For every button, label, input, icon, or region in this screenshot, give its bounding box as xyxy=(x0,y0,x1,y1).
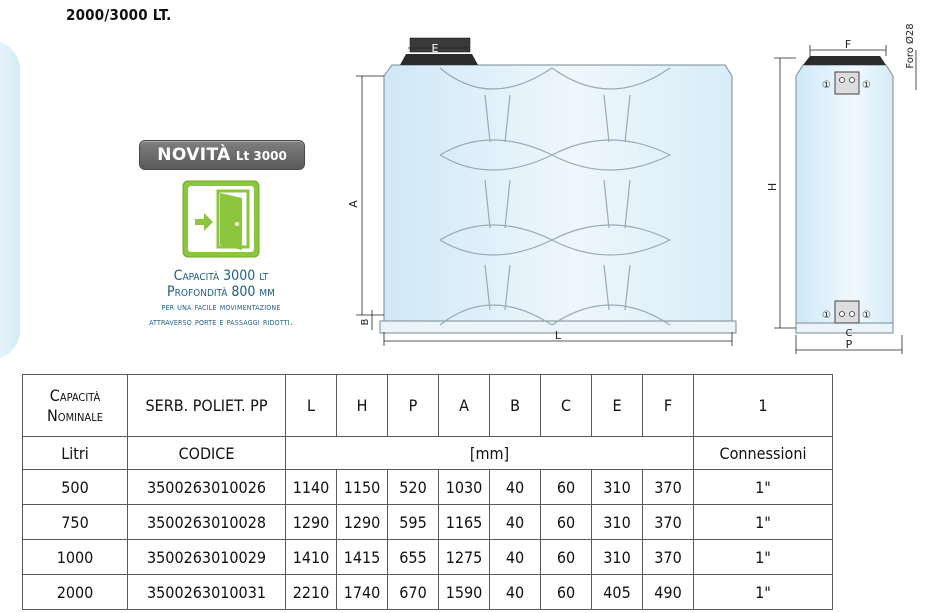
cell-codice: 3500263010031 xyxy=(128,575,286,610)
cell-H: 1740 xyxy=(337,575,388,610)
cell-P: 520 xyxy=(388,470,439,505)
door-exit-icon xyxy=(182,180,260,258)
table-header-row xyxy=(23,375,833,437)
subheader-codice: CODICE xyxy=(128,437,286,470)
cell-L: 1290 xyxy=(286,505,337,540)
label-L: L xyxy=(554,329,562,342)
cell-litri: 750 xyxy=(23,505,128,540)
header-col-A: A xyxy=(439,375,490,437)
cell-A: 1590 xyxy=(439,575,490,610)
cell-litri: 500 xyxy=(23,470,128,505)
cell-codice: 3500263010026 xyxy=(128,470,286,505)
side-tank-base xyxy=(796,323,893,333)
label-H: H xyxy=(766,182,779,192)
header-serb: SERB. POLIET. PP xyxy=(128,375,286,437)
header-col-P: P xyxy=(388,375,439,437)
cell-B: 40 xyxy=(490,505,541,540)
cell-connessioni: 1" xyxy=(694,575,833,610)
info-capacity: Capacità 3000 lt xyxy=(173,268,269,284)
cell-A: 1275 xyxy=(439,540,490,575)
subheader-unit: [mm] xyxy=(286,437,694,470)
header-col-E: E xyxy=(592,375,643,437)
label-E: E xyxy=(431,42,439,55)
header-col-B: B xyxy=(490,375,541,437)
header-capacity-line2: Nominale xyxy=(47,405,103,425)
cell-A: 1165 xyxy=(439,505,490,540)
label-foro: Foro Ø28 xyxy=(905,23,916,69)
cell-F: 370 xyxy=(643,505,694,540)
cell-F: 370 xyxy=(643,540,694,575)
side-tank-lid xyxy=(803,56,886,65)
conn-marker-top-left: ① xyxy=(822,80,831,91)
bottom-fitting xyxy=(835,301,859,323)
label-A: A xyxy=(347,200,360,208)
cell-B: 40 xyxy=(490,575,541,610)
header-col-C: C xyxy=(541,375,592,437)
front-tank-lid xyxy=(400,54,478,65)
info-note-2: attraverso porte e passaggi ridotti. xyxy=(149,317,293,328)
page-title: 2000/3000 LT. xyxy=(66,6,172,24)
cell-B: 40 xyxy=(490,540,541,575)
cell-A: 1030 xyxy=(439,470,490,505)
header-capacity xyxy=(23,375,128,437)
top-fitting xyxy=(835,72,859,94)
cell-C: 60 xyxy=(541,505,592,540)
header-col-H: H xyxy=(337,375,388,437)
side-tank-body xyxy=(796,65,893,328)
cell-connessioni: 1" xyxy=(694,505,833,540)
cell-litri: 2000 xyxy=(23,575,128,610)
header-col-F: F xyxy=(643,375,694,437)
info-depth: Profondità 800 mm xyxy=(167,284,275,300)
label-C: C xyxy=(845,328,853,339)
novita-badge xyxy=(139,140,305,170)
cell-connessioni: 1" xyxy=(694,540,833,575)
conn-marker-bottom-left: ① xyxy=(822,310,831,321)
cell-F: 490 xyxy=(643,575,694,610)
label-P: P xyxy=(845,338,853,351)
header-conn-number: 1 xyxy=(694,375,833,437)
conn-marker-top-right: ① xyxy=(862,80,871,91)
label-F: F xyxy=(844,38,852,51)
cell-H: 1150 xyxy=(337,470,388,505)
label-B: B xyxy=(360,318,371,326)
front-tank-body xyxy=(384,65,732,328)
spec-table xyxy=(22,374,833,610)
table-row xyxy=(23,540,833,575)
table-row xyxy=(23,470,833,505)
cell-C: 60 xyxy=(541,575,592,610)
badge-sub: Lt 3000 xyxy=(235,149,287,163)
subheader-connessioni: Connessioni xyxy=(694,437,833,470)
cell-connessioni: 1" xyxy=(694,470,833,505)
cell-H: 1290 xyxy=(337,505,388,540)
table-subheader-row xyxy=(23,437,833,470)
cell-F: 370 xyxy=(643,470,694,505)
tank-drawing xyxy=(340,10,940,360)
cell-P: 655 xyxy=(388,540,439,575)
cell-codice: 3500263010028 xyxy=(128,505,286,540)
cell-H: 1415 xyxy=(337,540,388,575)
header-capacity-line1: Capacità xyxy=(49,385,101,405)
cell-P: 595 xyxy=(388,505,439,540)
cell-B: 40 xyxy=(490,470,541,505)
cell-E: 405 xyxy=(592,575,643,610)
info-note-1: per una facile movimentazione xyxy=(161,302,281,313)
info-box xyxy=(112,268,330,330)
decorative-shape xyxy=(0,40,20,360)
subheader-litri: Litri xyxy=(23,437,128,470)
table-row xyxy=(23,575,833,610)
badge-main: NOVITÀ xyxy=(157,145,231,165)
table-row xyxy=(23,505,833,540)
cell-C: 60 xyxy=(541,470,592,505)
header-col-L: L xyxy=(286,375,337,437)
cell-E: 310 xyxy=(592,540,643,575)
conn-marker-bottom-right: ① xyxy=(862,310,871,321)
cell-P: 670 xyxy=(388,575,439,610)
cell-L: 1140 xyxy=(286,470,337,505)
cell-L: 2210 xyxy=(286,575,337,610)
cell-codice: 3500263010029 xyxy=(128,540,286,575)
cell-E: 310 xyxy=(592,505,643,540)
cell-E: 310 xyxy=(592,470,643,505)
cell-litri: 1000 xyxy=(23,540,128,575)
cell-C: 60 xyxy=(541,540,592,575)
cell-L: 1410 xyxy=(286,540,337,575)
